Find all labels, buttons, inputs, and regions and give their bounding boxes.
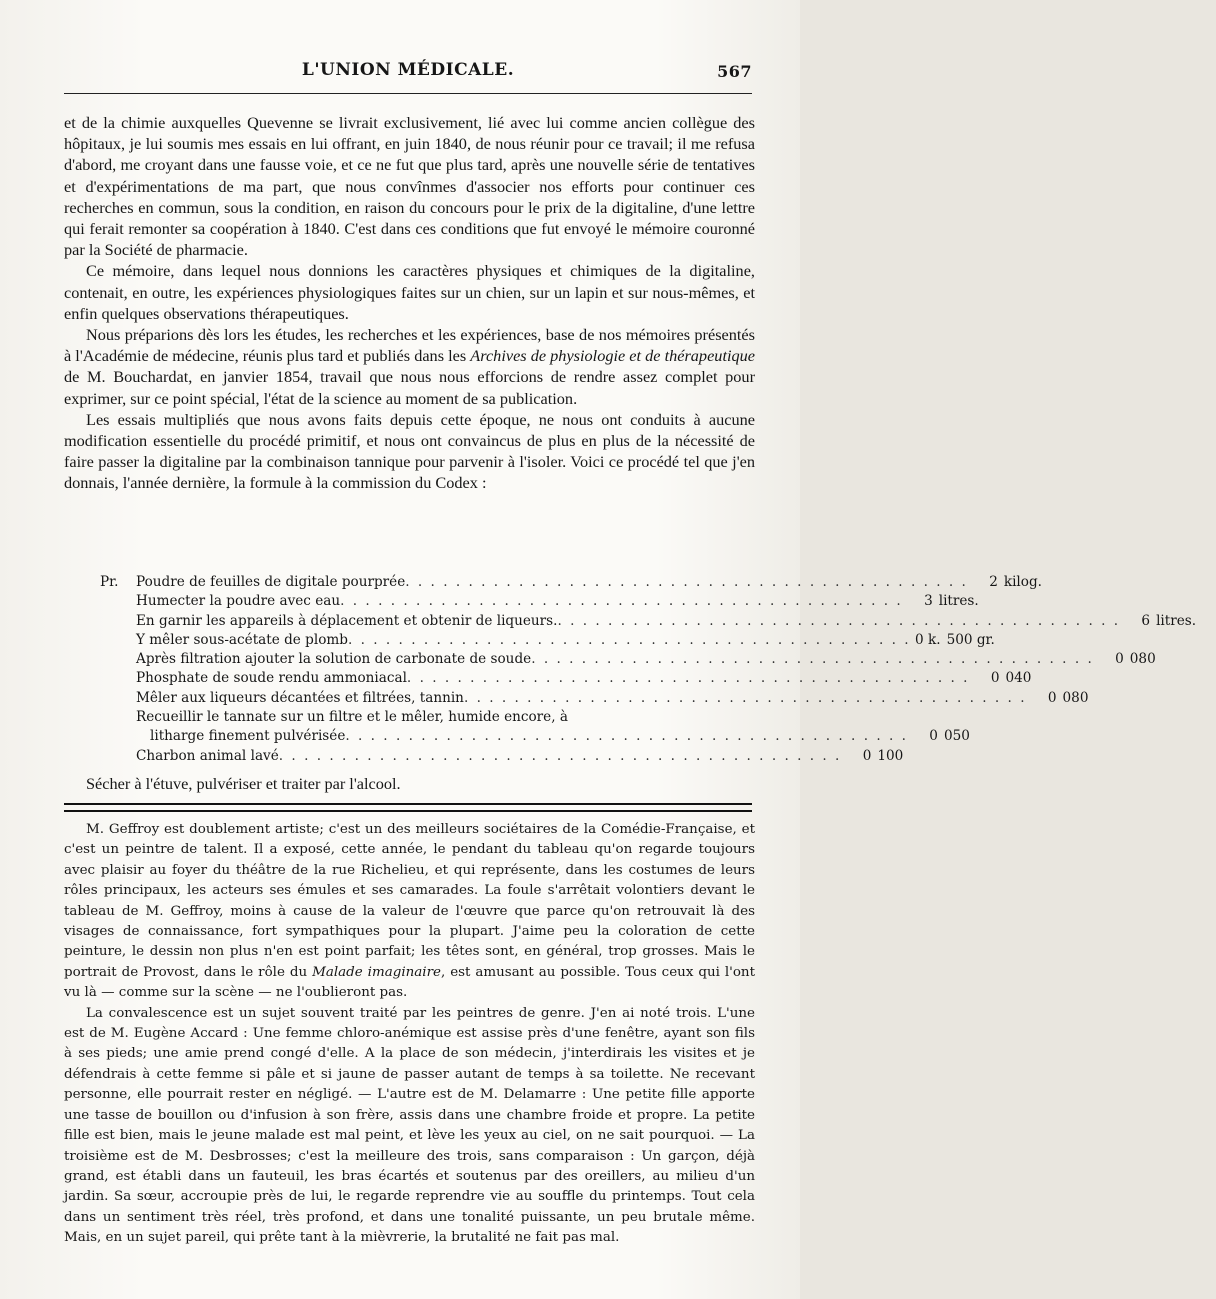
recipe-instruction: Sécher à l'étuve, pulvériser et traiter par l'alcool.: [86, 774, 401, 793]
ingredient-text: Recueillir le tannate sur un filtre et le mêler, humide encore, à: [136, 709, 568, 726]
journal-citation: Archives de physiologie et de thérapeutique: [470, 346, 755, 366]
recipe-table: [100, 573, 1197, 766]
leader-dots: . . . . . . . . . . . . . . . . . . . . . . . . . . . . . . . . . . . . . . . . . . . . .: [405, 574, 968, 590]
quantity-value: 3: [924, 593, 933, 610]
leader-dots: . . . . . . . . . . . . . . . . . . . . . . . . . . . . . . . . . . . . . . . . . . . . .: [531, 651, 1094, 668]
paragraph: [64, 820, 755, 1004]
paragraph: [64, 324, 755, 409]
paragraph: Les essais multipliés que nous avons faits depuis cette époque, ne nous ont conduits à aucune modification essentielle du procédé primitif, et nous ont convaincus de plus en plus de la nécessité de faire passer la digitaline par la combinaison tannique pour parvenir à l'isoler. Voici ce procédé tel que j'en donnais, l'année dernière, la formule à la commission du Codex :: [64, 409, 755, 493]
paragraph: Ce mémoire, dans lequel nous donnions les caractères physiques et chimiques de la digitaline, contenait, en outre, les expériences physiologiques faites sur un chien, sur un lapin et sur nous-mêmes, et enfin quelques observations thérapeutiques.: [64, 261, 755, 323]
ingredient-text: En garnir les appareils à déplacement et obtenir de liqueurs.: [136, 612, 558, 629]
ingredient-text: Humecter la poudre avec eau: [136, 593, 341, 610]
recipe-ingredient: [136, 631, 911, 650]
recipe-ingredient: [136, 747, 841, 766]
recipe-row: [100, 592, 979, 611]
feuilleton-divider: [64, 803, 752, 812]
quantity-unit: 040: [1005, 670, 1032, 687]
header-rule: [64, 93, 752, 94]
quantity-value: 0: [862, 747, 872, 764]
running-header: [64, 60, 752, 88]
paragraph-text: M. Geffroy est doublement artiste; c'est un des meilleurs sociétaires de la Comédie-Française, et c'est un peintre de talent. Il a exposé, cette année, le pendant du tableau qu'on regarde toujours avec plaisir au foyer du théâtre de la rue Richelieu, et qui représente, dans les costumes de leurs rôles principaux, les acteurs ses émules et ses camarades. La foule s'arrêtait volontiers devant le tableau de M. Geffroy, moins à cause de la valeur de l'œuvre que parce qu'on retrouvait là des visages de connaissance, fort sympathiques pour la plupart. J'aime peu la coloration de cette peinture, le dessin non plus n'en est point parfait; les têtes sont, en général, trop grosses. Mais le portrait de Provost, dans le rôle du: [64, 822, 755, 980]
ingredient-text: Mêler aux liqueurs décantées et filtrées, tannin: [136, 689, 464, 706]
leader-dots: . . . . . . . . . . . . . . . . . . . . . . . . . . . . . . . . . . . . . . . . . . . . .: [278, 747, 842, 764]
quantity-unit: 050: [943, 728, 970, 745]
quantity-value: 0: [1047, 689, 1057, 706]
quantity-value: 6: [1141, 612, 1151, 629]
leader-dots: . . . . . . . . . . . . . . . . . . . . . . . . . . . . . . . . . . . . . . . . . . . . .: [557, 612, 1121, 629]
paragraph-text: , est amusant au possible. Tous ceux qui l'ont vu là — comme sur la scène — ne l'oublieront pas.: [64, 964, 755, 1001]
recipe-row: [100, 669, 1032, 688]
leader-dots: . . . . . . . . . . . . . . . . . . . . . . . . . . . . . . . . . . . . . . . . . . . . .: [345, 728, 908, 745]
ingredient-text: Après filtration ajouter la solution de carbonate de soude: [136, 651, 532, 668]
leader-dots: . . . . . . . . . . . . . . . . . . . . . . . . . . . . . . . . . . . . . . . . . . . . .: [347, 631, 911, 648]
recipe-row: [100, 650, 1156, 669]
recipe-row: [100, 631, 995, 650]
journal-title: L'UNION MÉDICALE.: [301, 60, 515, 80]
quantity-unit: litres.: [1156, 612, 1197, 629]
quantity-unit: 080: [1062, 689, 1089, 706]
recipe-ingredient: [136, 727, 908, 746]
paragraph-text: de M. Bouchardat, en janvier 1854, travail que nous nous efforcions de rendre assez complet pour exprimer, sur ce point spécial, l'état de la science au moment de sa publication.: [64, 367, 755, 408]
paragraph: La convalescence est un sujet souvent traité par les peintres de genre. J'en ai noté trois. L'une est de M. Eugène Accard : Une femme chloro-anémique est assise près d'une fenêtre, ayant son fils à ses pieds; une amie prend congé d'elle. A la place de son médecin, j'interdirais les visites et je défendrais à cette femme si pâle et si jaune de passer autant de temps à sa toilette. Ne recevant personne, elle pourrait rester en négligé. — L'autre est de M. Delamarre : Une petite fille apporte une tasse de bouillon ou d'infusion à son frère, assis dans une chambre froide et propre. La petite fille est bien, mais le jeune malade est mal peint, et lève les yeux au ciel, on ne sait pourquoi. — La troisième est de M. Desbrosses; c'est la meilleure des trois, sans comparaison : Un garçon, déjà grand, est établi dans un fauteuil, les bras écartés et soutenus par des oreillers, au milieu d'un jardin. Sa sœur, accroupie près de lui, le regarde reprendre vie au souffle du printemps. Tout cela dans un sentiment très réel, très profond, et dans une tonalité puissante, un peu brutale même. Mais, en un sujet pareil, qui prête tant à la mièvrerie, la brutalité ne fait pas mal.: [64, 1005, 755, 1246]
recipe-ingredient: [136, 708, 624, 727]
quantity-unit: litres.: [938, 593, 979, 610]
ingredient-text: litharge finement pulvérisée: [150, 728, 346, 745]
ingredient-text: Charbon animal lavé: [136, 747, 279, 764]
recipe-ingredient: [136, 669, 970, 688]
quantity-value: 0: [1115, 651, 1124, 668]
quantity-value: 0 k.: [915, 631, 941, 648]
quantity-value: 0: [990, 670, 1000, 687]
quantity-unit: 100: [877, 747, 904, 764]
recipe-ingredient: [136, 573, 968, 592]
quantity-unit: kilog.: [1003, 574, 1042, 590]
recipe-ingredient: [136, 650, 1094, 669]
quantity-unit: 500 gr.: [946, 631, 995, 648]
page-number: 567: [717, 62, 752, 81]
leader-dots: . . . . . . . . . . . . . . . . . . . . . . . . . . . . . . . . . . . . . . . . . . . . .: [340, 593, 903, 610]
recipe-row: [100, 573, 1042, 592]
recipe-row: [100, 747, 904, 766]
play-title: Malade imaginaire: [312, 964, 441, 980]
recipe-ingredient: [136, 592, 903, 611]
ingredient-text: Phosphate de soude rendu ammoniacal: [136, 670, 407, 687]
quantity-unit: 080: [1129, 651, 1156, 668]
feuilleton-body: [64, 820, 755, 1249]
recipe-row: [100, 727, 970, 746]
recipe-ingredient: [136, 612, 1120, 631]
paragraph-text: Nous préparions dès lors les études, les recherches et les expériences, base de nos mémoires présentés à l'Académie de médecine, réunis plus tard et publiés dans les: [64, 325, 755, 366]
recipe-row: [100, 708, 720, 727]
ingredient-text: Poudre de feuilles de digitale pourprée: [136, 574, 406, 590]
recipe-row: [100, 689, 1089, 708]
article-body: [64, 112, 755, 494]
ingredient-text: Y mêler sous-acétate de plomb: [136, 631, 348, 648]
quantity-value: 2: [989, 574, 998, 590]
leader-dots: . . . . . . . . . . . . . . . . . . . . . . . . . . . . . . . . . . . . . . . . . . . . .: [463, 689, 1027, 706]
paragraph: et de la chimie auxquelles Quevenne se livrait exclusivement, lié avec lui comme ancien collègue des hôpitaux, je lui soumis mes essais en lui offrant, en juin 1840, de nous réunir pour ce travail; il me refusa d'abord, me croyant dans une fausse voie, et ce ne fut que plus tard, après une nouvelle série de tentatives et d'expérimentations de ma part, que nous convînmes d'associer nos efforts pour continuer ces recherches en commun, sous la condition, en raison du concours pour le prix de la digitaline, d'une lettre qui ferait remonter sa coopération à 1840. C'est dans ces conditions que fut envoyé le mémoire couronné par la Société de pharmacie.: [64, 113, 755, 260]
recipe-ingredient: [136, 689, 1027, 708]
leader-dots: . . . . . . . . . . . . . . . . . . . . . . . . . . . . . . . . . . . . . . . . . . . . .: [406, 670, 970, 687]
quantity-value: 0: [929, 728, 938, 745]
recipe-row: [100, 612, 1197, 631]
recipe-prefix: Pr.: [100, 574, 119, 590]
